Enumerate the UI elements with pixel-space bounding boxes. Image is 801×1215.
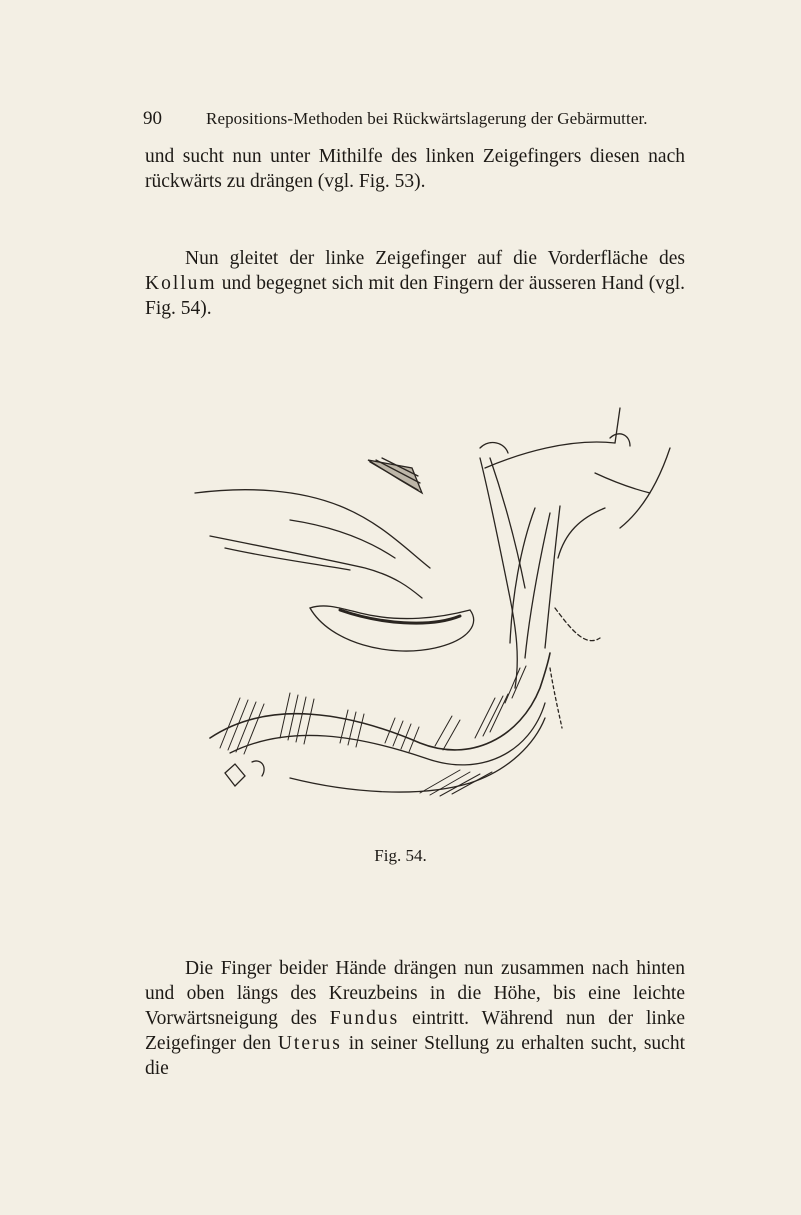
page-number: 90 xyxy=(143,108,162,129)
term-fundus: Fundus xyxy=(329,1008,400,1029)
paragraph-3-text-c: in seiner Stellung zu erhalten sucht, sucht die xyxy=(145,1033,685,1079)
paragraph-3-text-a: Die Finger beider Hände drängen nun zusammen nach hinten und oben längs des Kreuzbeins in die Höhe, bis eine leichte Vorwärtsneigung des xyxy=(145,958,685,1029)
paragraph-1: und sucht nun unter Mithilfe des linken Zeigefingers diesen nach rückwärts zu drängen (vgl. Fig. 53). xyxy=(145,146,685,192)
term-uterus: Uterus xyxy=(277,1033,342,1054)
page-header xyxy=(143,108,679,132)
paragraph-3 xyxy=(145,956,685,1081)
running-head: Repositions-Methoden bei Rückwärtslagerung der Gebärmutter. xyxy=(206,109,648,128)
paragraph-2-text-b: und begegnet sich mit den Fingern der äusseren Hand (vgl. Fig. 54). xyxy=(145,273,685,319)
paragraph-3-text-b: eintritt. Während nun der linke Zeigefinger den xyxy=(145,1008,685,1054)
paragraph-2-text-a: Nun gleitet der linke Zeigefinger auf die Vorderfläche des xyxy=(185,248,685,269)
uterus-outline xyxy=(310,606,474,651)
sacrum-outline xyxy=(210,653,550,750)
figure-54-illustration xyxy=(190,398,710,823)
term-kollum: Kollum xyxy=(145,273,217,294)
paragraph-2 xyxy=(145,246,685,321)
figure-caption: Fig. 54. xyxy=(374,846,427,865)
inner-finger xyxy=(480,458,517,688)
